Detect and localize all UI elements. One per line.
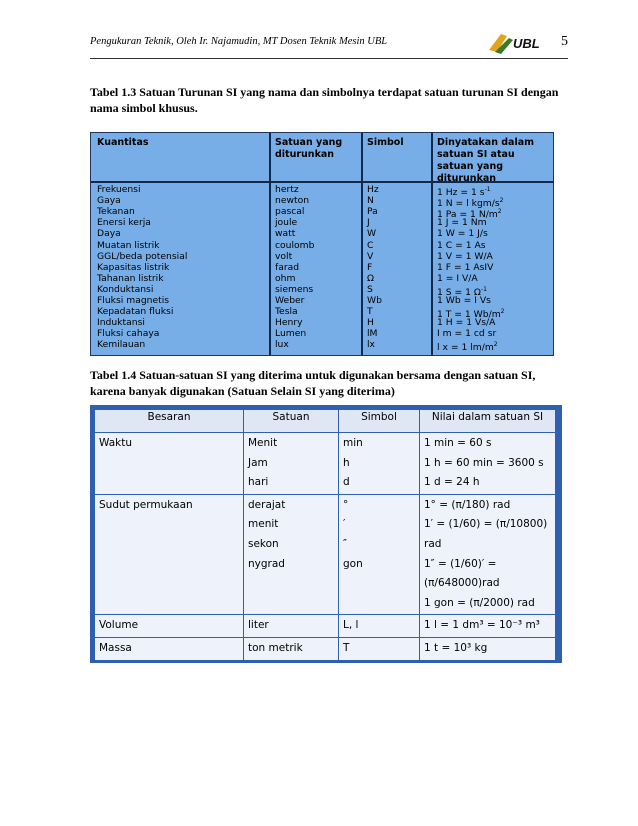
- table14-besaran-line: Volume: [99, 619, 139, 632]
- table13-cell: Ω: [367, 272, 375, 284]
- logo-text: UBL: [513, 36, 540, 51]
- table13-cell: Wb: [367, 295, 382, 306]
- table13-cell: Hz: [367, 184, 379, 195]
- table13-cell: Muatan listrik: [97, 239, 160, 251]
- table13-cell: Tekanan: [97, 206, 135, 218]
- table13-exponent: 2: [493, 341, 498, 349]
- table14-simbol-cell: [339, 637, 420, 660]
- table13-cell: Induktansi: [97, 317, 145, 329]
- table14-satuan-line: nygrad: [248, 557, 285, 570]
- table13-cell: Kepadatan fluksi: [97, 306, 174, 318]
- table14-besaran-line: Sudut permukaan: [99, 498, 193, 511]
- table14-satuan-cell: [244, 433, 339, 495]
- table13-exponent: -1: [484, 186, 491, 193]
- table13-exponent: 2: [500, 308, 505, 316]
- table13-cell: F: [367, 261, 373, 273]
- table14-satuan-line: Jam: [248, 456, 268, 469]
- table13-cell: Gaya: [97, 195, 121, 207]
- page-header: [90, 32, 570, 56]
- table14-simbol-line: gon: [343, 557, 363, 570]
- table13-cell: I m = 1 cd sr: [437, 328, 497, 340]
- table14-simbol-line: L, l: [343, 619, 359, 632]
- table13-header-kuantitas: Kuantitas: [97, 137, 149, 148]
- table13-cell: Kemilauan: [97, 339, 146, 351]
- table14-simbol-line: ′: [343, 518, 346, 531]
- table14-satuan-line: sekon: [248, 537, 279, 550]
- table-row: [95, 637, 556, 660]
- table14-simbol-cell: [339, 433, 420, 495]
- table14-simbol-cell: [339, 494, 420, 615]
- table13-cell: lux: [275, 339, 289, 351]
- table13-cell: Lumen: [275, 328, 307, 340]
- table13-cell: pascal: [275, 206, 305, 218]
- table14-header-simbol: Simbol: [339, 410, 420, 433]
- table14-besaran-cell: [95, 433, 244, 495]
- table14-body: [95, 433, 556, 661]
- table13-cell: S: [367, 283, 373, 295]
- table13-cell: W: [367, 228, 377, 240]
- table13-cell: 1 Wb = I Vs: [437, 295, 491, 306]
- table13-cell: 1 = I V/A: [437, 272, 478, 284]
- table14-besaran-cell: [95, 615, 244, 638]
- table14-nilai-line: 1″ = (1/60)′ =: [424, 557, 497, 570]
- table13-exponent: 2: [499, 197, 504, 205]
- table13-cell: N: [367, 195, 374, 207]
- table14-nilai-line: 1 h = 60 min = 3600 s: [424, 456, 544, 469]
- table13-exponent: -1: [480, 285, 487, 293]
- table13-cell: coulomb: [275, 239, 315, 251]
- table14-besaran-line: Waktu: [99, 437, 132, 449]
- table14-besaran-cell: [95, 494, 244, 615]
- table13-cell: J: [367, 217, 370, 229]
- table13-cell: Fluksi magnetis: [97, 295, 170, 306]
- table14-satuan-line: Menit: [248, 437, 278, 449]
- table14-header-satuan: Satuan: [244, 410, 339, 433]
- table14-nilai-line: 1 gon = (π/2000) rad: [424, 596, 535, 609]
- table14-satuan-line: hari: [248, 476, 269, 489]
- column-divider: [431, 133, 433, 355]
- table14-satuan-line: menit: [248, 518, 279, 531]
- table13-cell: lM: [367, 328, 378, 340]
- table13-cell: siemens: [275, 283, 314, 295]
- table14-nilai-line: 1 t = 10³ kg: [424, 641, 488, 654]
- table13-cell: 1 T = 1 $Wb/m^2$: [437, 308, 505, 321]
- table14-nilai-line: 1 l = 1 dm³ = 10⁻³ m³: [424, 619, 540, 632]
- table14-nilai-cell: [420, 433, 556, 495]
- column-divider: [269, 133, 271, 355]
- table13-cell: C: [367, 239, 374, 251]
- table14-satuan-cell: [244, 494, 339, 615]
- table14-simbol-line: h: [343, 456, 350, 469]
- table14-satuan-cell: [244, 637, 339, 660]
- table13-cell: Pa: [367, 206, 378, 218]
- table14-satuan-line: liter: [248, 619, 269, 632]
- table14-nilai-line: 1° = (π/180) rad: [424, 498, 511, 511]
- table14-satuan-line: ton metrik: [248, 641, 303, 654]
- table14-nilai-line: rad: [424, 537, 442, 550]
- table13-cell: Enersi kerja: [97, 217, 151, 229]
- table13-cell: Kapasitas listrik: [97, 261, 170, 273]
- table14-simbol-line: min: [343, 437, 363, 449]
- table14-satuan-cell: [244, 615, 339, 638]
- running-title: Pengukuran Teknik, Oleh Ir. Najamudin, MT Dosen Teknik Mesin UBL: [90, 36, 388, 47]
- table-row: [95, 615, 556, 638]
- table13-cell: volt: [275, 250, 293, 262]
- table13-caption: Tabel 1.3 Satuan Turunan SI yang nama dan simbolnya terdapat satuan turunan SI dengan nama simbol khusus.: [90, 85, 559, 115]
- table13-header-simbol: Simbol: [367, 137, 404, 148]
- table13-cell: Fluksi cahaya: [97, 328, 160, 340]
- table13-cell: Konduktansi: [97, 283, 154, 295]
- table13-cell: 1 C = 1 As: [437, 239, 486, 251]
- table13: [90, 132, 554, 356]
- column-divider: [361, 133, 363, 355]
- table14-simbol-line: ″: [343, 537, 347, 550]
- table13-cell: Frekuensi: [97, 184, 141, 195]
- table13-cell: Tesla: [275, 306, 298, 318]
- table13-cell: 1 F = 1 AsIV: [437, 261, 494, 273]
- table-row: [95, 494, 556, 615]
- table13-cell: watt: [275, 228, 296, 240]
- table13-cell: l x = 1 $lm/m^2$: [437, 341, 498, 354]
- table13-cell: 1 V = 1 W/A: [437, 250, 493, 262]
- table14-nilai-line: 1 min = 60 s: [424, 437, 492, 449]
- table13-cell: Daya: [97, 228, 121, 240]
- table13-cell: 1 H = 1 Vs/A: [437, 317, 496, 329]
- table14-caption: Tabel 1.4 Satuan-satuan SI yang diterima untuk digunakan bersama dengan satuan SI, karena banyak digunakan (Satuan Selain SI yang diterima): [90, 368, 536, 398]
- table14-simbol-cell: [339, 615, 420, 638]
- table13-cell: Weber: [275, 295, 305, 306]
- table13-cell: joule: [275, 217, 298, 229]
- table14-simbol-line: T: [343, 641, 350, 654]
- table14-simbol-line: °: [343, 498, 349, 511]
- table13-cell: 1 J = 1 Nm: [437, 217, 487, 229]
- page-number: 5: [561, 34, 568, 49]
- table14: [90, 405, 562, 663]
- table14-simbol-line: d: [343, 476, 350, 489]
- table-row: [95, 433, 556, 495]
- table14-satuan-line: derajat: [248, 498, 286, 511]
- table13-cell: 1 N = l kgm/$s^2$: [437, 197, 504, 210]
- table14-besaran-cell: [95, 637, 244, 660]
- table13-cell: 1 S = 1 $\Omega^{-1}$: [437, 285, 487, 298]
- table14-nilai-line: (π/648000)rad: [424, 577, 500, 590]
- table13-cell: V: [367, 250, 374, 262]
- table13-cell: farad: [275, 261, 300, 273]
- table14-nilai-line: 1 d = 24 h: [424, 476, 480, 489]
- ubl-logo: [487, 30, 547, 56]
- table14-nilai-cell: [420, 494, 556, 615]
- table14-header-nilai: Nilai dalam satuan SI: [420, 410, 556, 433]
- table13-cell: hertz: [275, 184, 299, 195]
- table13-cell: GGL/beda potensial: [97, 250, 188, 262]
- table13-cell: Tahanan listrik: [97, 272, 164, 284]
- table14-besaran-line: Massa: [99, 641, 132, 654]
- table14-nilai-cell: [420, 637, 556, 660]
- table13-cell: 1 Pa = 1 $N/m^2$: [437, 208, 502, 221]
- table13-header-satuan: Satuan yang diturunkan: [275, 137, 343, 160]
- table13-cell: ohm: [275, 272, 296, 284]
- table13-exponent: 2: [497, 208, 502, 216]
- table14-nilai-line: 1′ = (1/60) = (π/10800): [424, 518, 548, 531]
- table14-grid: [94, 409, 556, 661]
- table13-cell: H: [367, 317, 374, 329]
- table13-cell: 1 W = 1 J/s: [437, 228, 488, 240]
- header-rule: [90, 58, 568, 59]
- table14-header-besaran: Besaran: [95, 410, 244, 433]
- table14-nilai-cell: [420, 615, 556, 638]
- table13-cell: newton: [275, 195, 310, 207]
- table13-cell: T: [367, 306, 373, 318]
- table13-header-dinyatakan: Dinyatakan dalam satuan SI atau satuan yang diturunkan: [437, 137, 535, 184]
- table13-cell: lx: [367, 339, 375, 351]
- table13-cell: Henry: [275, 317, 303, 329]
- table13-cell: 1 Hz = 1 $s^{-1}$: [437, 186, 491, 199]
